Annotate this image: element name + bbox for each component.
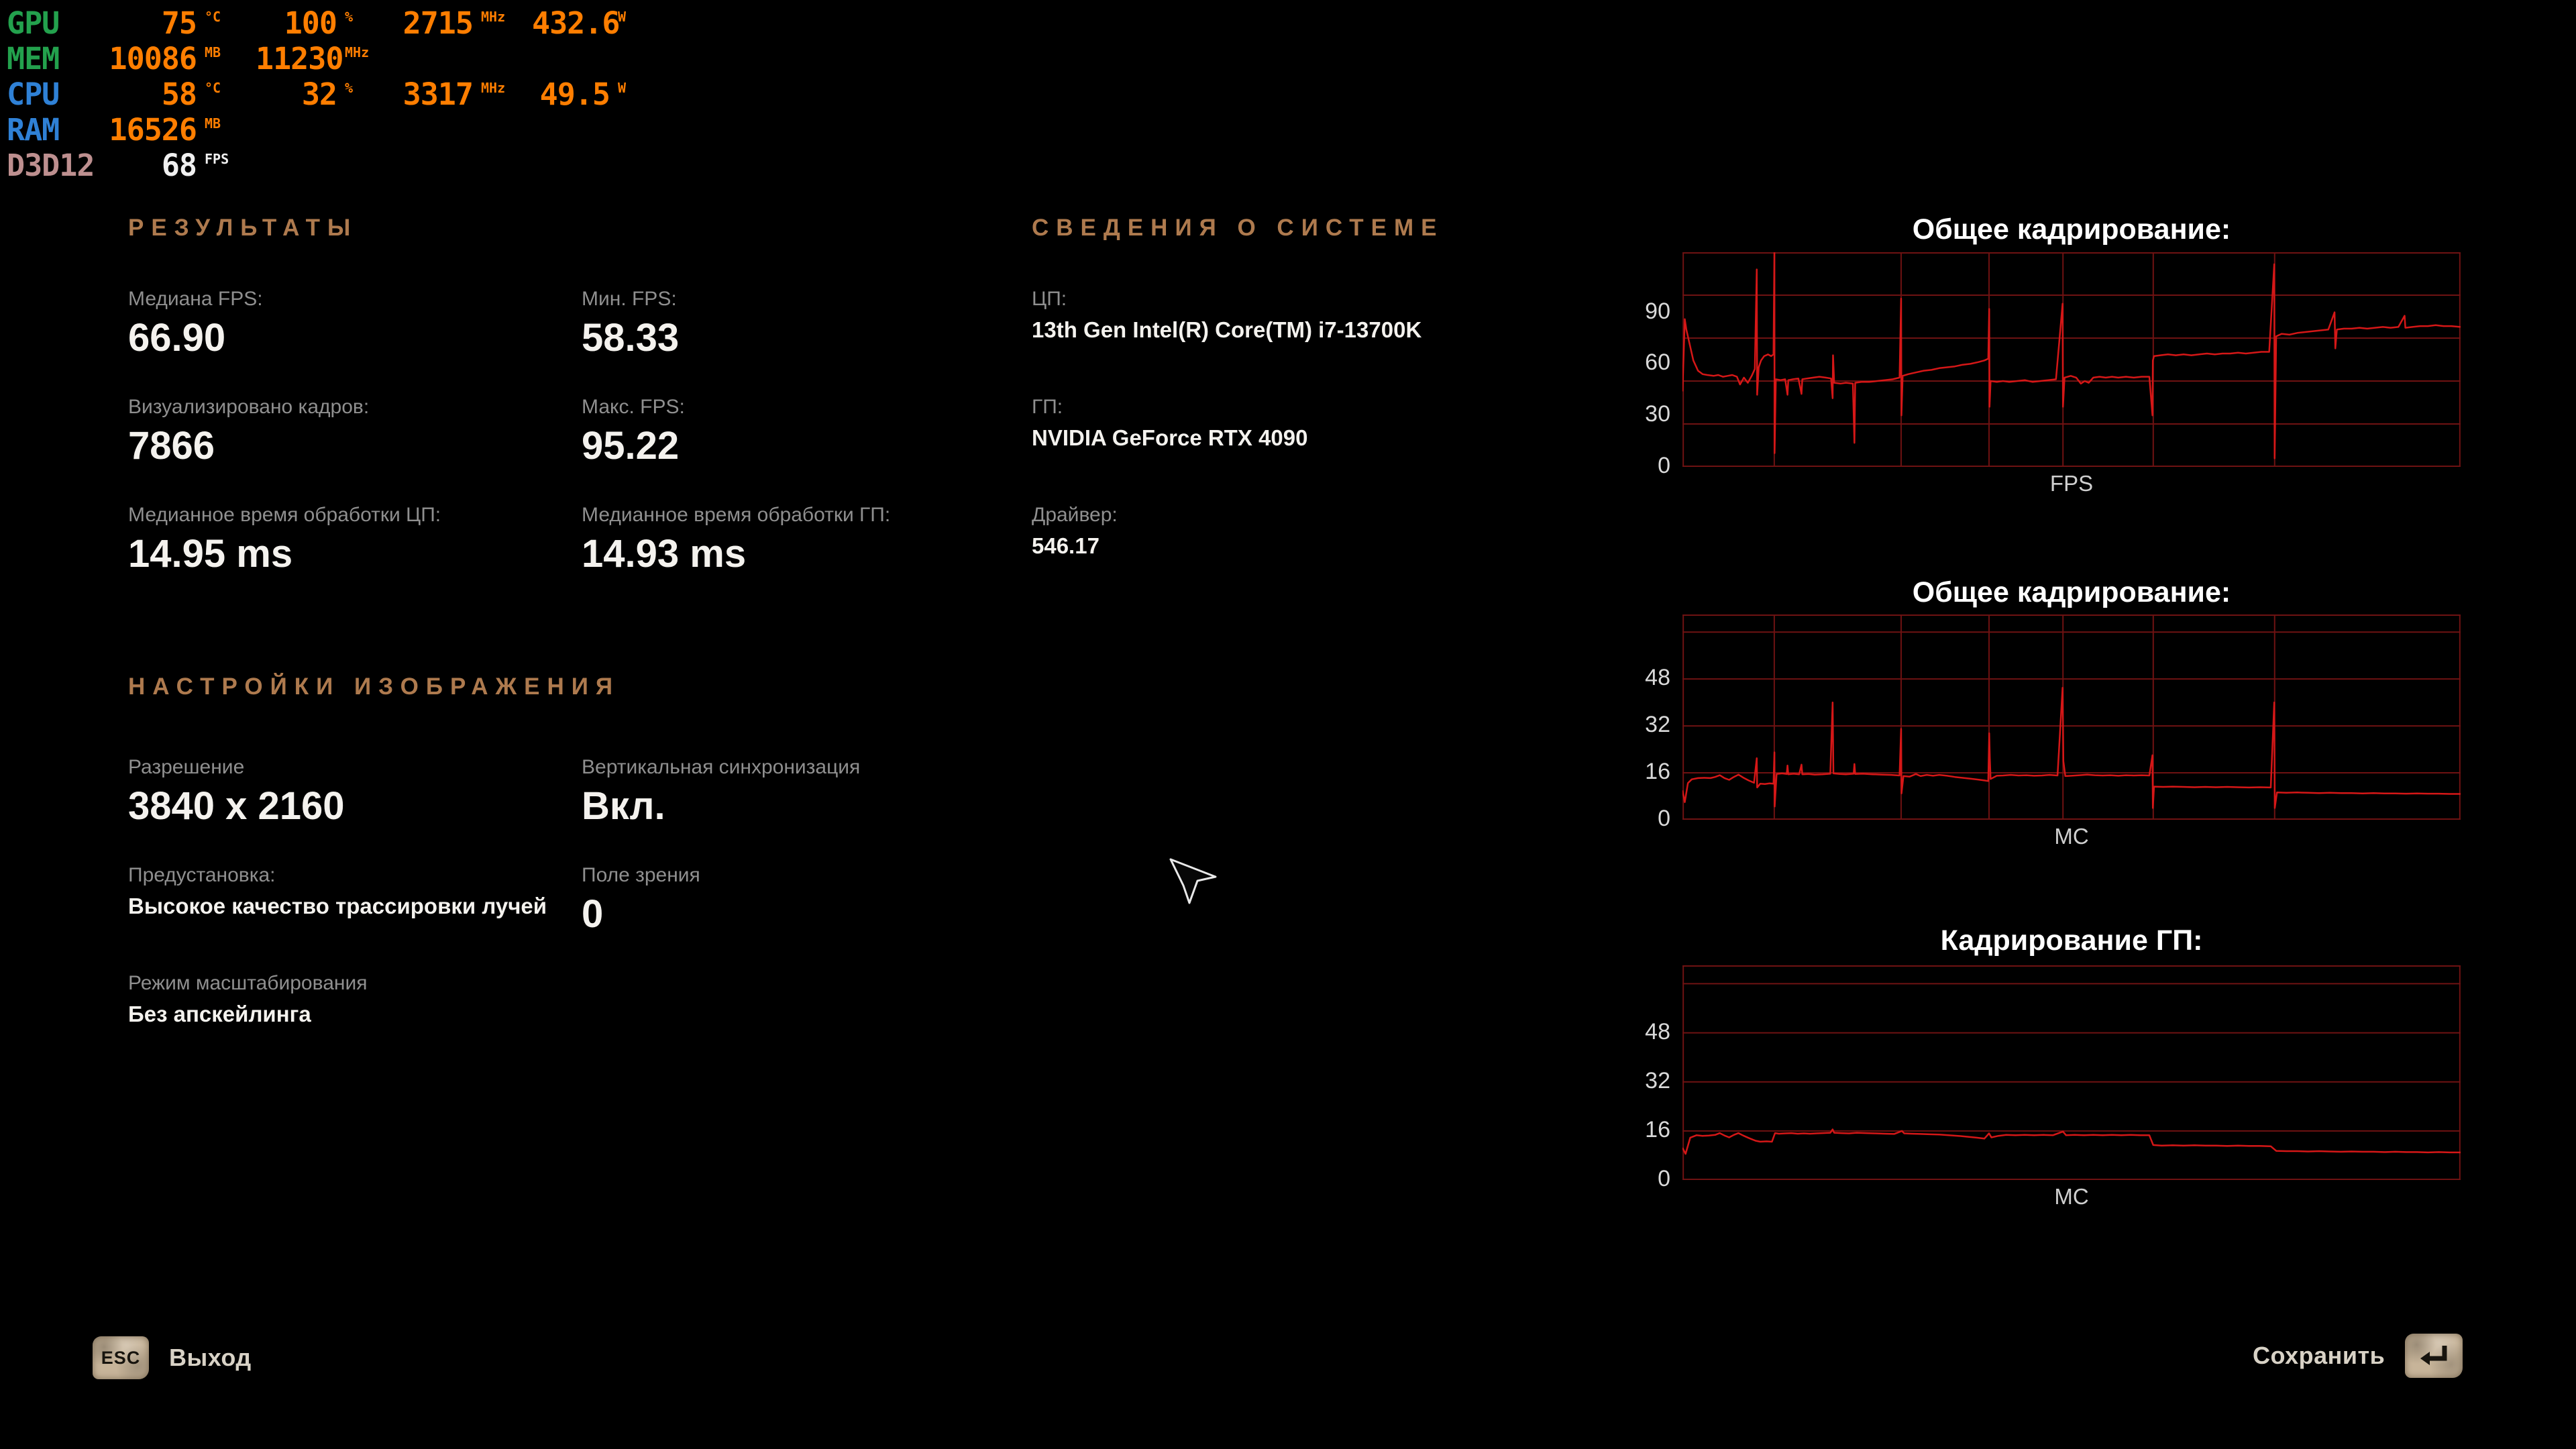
metric-value: Без апскейлинга [128, 1002, 311, 1026]
x-axis-label: МС [2054, 1184, 2089, 1209]
overlay-metric-label: CPU [7, 76, 60, 112]
metric [582, 288, 1035, 396]
overlay-metric-label: GPU [7, 5, 60, 41]
metric-label: ГП: [1032, 396, 1063, 418]
metric-label: Медианное время обработки ГП: [582, 504, 891, 526]
overlay-value [396, 148, 473, 183]
metric-value: NVIDIA GeForce RTX 4090 [1032, 425, 1308, 450]
overlay-value: 3317 [402, 76, 473, 112]
metric-label: Драйвер: [1032, 504, 1118, 526]
y-axis-tick-label: 16 [1645, 759, 1670, 785]
chart-title: Общее кадрирование: [1912, 213, 2231, 246]
overlay-value [256, 148, 337, 183]
metric-label: Вертикальная синхронизация [582, 756, 861, 778]
metric-value: 7866 [128, 424, 215, 468]
system-info-metrics [1032, 288, 1635, 612]
chart-plot [1682, 252, 2461, 467]
y-axis-tick-label: 30 [1645, 401, 1670, 427]
overlay-value [532, 112, 610, 148]
overlay-value: 11230 [256, 41, 343, 76]
overlay-metric-label: RAM [7, 112, 60, 148]
overlay-unit: °C [205, 9, 221, 25]
metric [128, 504, 582, 612]
y-axis-tick-label: 48 [1645, 1018, 1670, 1044]
overlay-value: 68 [161, 148, 197, 183]
metric-label: Поле зрения [582, 864, 700, 886]
overlay-unit: MB [205, 115, 221, 131]
metric-value: 58.33 [582, 316, 680, 360]
chart-plot [1682, 614, 2461, 820]
overlay-unit: MHz [481, 80, 506, 96]
overlay-row [7, 76, 650, 112]
metric [1032, 396, 1635, 504]
overlay-value: 16526 [109, 112, 197, 148]
y-axis-tick-label: 32 [1645, 712, 1670, 738]
overlay-unit [337, 142, 396, 177]
x-axis-label: МС [2054, 824, 2089, 849]
y-axis-tick-label: 32 [1645, 1067, 1670, 1093]
metric [128, 396, 582, 504]
overlay-value [256, 112, 337, 148]
overlay-value: 75 [161, 5, 197, 41]
overlay-unit: °C [205, 80, 221, 96]
metric [1032, 288, 1635, 396]
metric-label: Мин. FPS: [582, 288, 677, 310]
system-info-title: СВЕДЕНИЯ О СИСТЕМЕ [1032, 215, 1444, 241]
performance-overlay [7, 5, 650, 183]
metric-label: Режим масштабирования [128, 972, 368, 994]
overlay-unit: MHz [345, 44, 370, 60]
image-settings-metrics [128, 757, 1035, 1081]
metric-value: 14.95 ms [128, 532, 293, 576]
overlay-value: 32 [301, 76, 337, 112]
metric [1032, 504, 1635, 612]
overlay-unit [473, 106, 532, 142]
metric-value: 546.17 [1032, 533, 1099, 558]
x-axis-label: FPS [2049, 471, 2094, 496]
metric [128, 973, 582, 1081]
chart-plot [1682, 965, 2461, 1180]
y-axis-tick-label: 0 [1658, 806, 1670, 831]
metric-value: 3840 x 2160 [128, 784, 345, 828]
overlay-unit: MB [205, 44, 221, 60]
overlay-row [7, 112, 650, 148]
metric [128, 288, 582, 396]
overlay-value [532, 148, 610, 183]
overlay-metric-label: D3D12 [7, 148, 95, 183]
system-info-section [1032, 216, 1635, 612]
overlay-value [396, 112, 473, 148]
mouse-cursor [1169, 857, 1218, 908]
overlay-value: 49.5 [539, 76, 610, 112]
metric-label: Макс. FPS: [582, 396, 685, 418]
metric-value: 13th Gen Intel(R) Core(TM) i7-13700K [1032, 317, 1422, 342]
overlay-unit: W [618, 9, 627, 25]
overlay-unit: W [618, 80, 627, 96]
overlay-unit [610, 106, 650, 142]
overlay-value: 10086 [109, 41, 197, 76]
metric-label: Визуализировано кадров: [128, 396, 370, 418]
enter-key-icon [2405, 1334, 2463, 1378]
overlay-value: 58 [161, 76, 197, 112]
overlay-row [7, 148, 650, 183]
metric-label: Медиана FPS: [128, 288, 263, 310]
metric-label: Предустановка: [128, 864, 276, 886]
chart-title: Кадрирование ГП: [1940, 924, 2203, 957]
metric [128, 865, 582, 973]
metric [128, 757, 582, 865]
metric-value: Вкл. [582, 784, 665, 828]
metric-label: Разрешение [128, 756, 245, 778]
y-axis-tick-label: 90 [1645, 298, 1670, 324]
y-axis-tick-label: 48 [1645, 665, 1670, 691]
save-button[interactable] [2253, 1334, 2463, 1378]
overlay-value [532, 41, 610, 76]
metric [582, 865, 1035, 973]
metric [582, 757, 1035, 865]
esc-key-icon: ESC [93, 1336, 149, 1379]
y-axis-tick-label: 60 [1645, 350, 1670, 376]
metric-value: 95.22 [582, 424, 680, 468]
overlay-value [396, 41, 473, 76]
metric [582, 396, 1035, 504]
y-axis-tick-label: 0 [1658, 453, 1670, 478]
metric [582, 504, 1035, 612]
y-axis-tick-label: 0 [1658, 1166, 1670, 1191]
overlay-unit: FPS [205, 151, 229, 167]
y-axis-tick-label: 16 [1645, 1116, 1670, 1142]
overlay-row [7, 41, 650, 76]
metric-value: Высокое качество трассировки лучей [128, 894, 547, 918]
overlay-unit: % [345, 80, 354, 96]
metric-value: 14.93 ms [582, 532, 747, 576]
metric-label: ЦП: [1032, 288, 1067, 310]
overlay-unit [473, 142, 532, 177]
image-settings-section [128, 675, 1035, 1081]
overlay-unit [610, 142, 650, 177]
overlay-unit [473, 35, 532, 70]
exit-button[interactable] [93, 1336, 252, 1379]
chart-title: Общее кадрирование: [1912, 576, 2231, 608]
results-section [128, 216, 1035, 612]
enter-arrow-glyph [2419, 1344, 2449, 1368]
metric-value: 66.90 [128, 316, 226, 360]
exit-label: Выход [169, 1344, 252, 1371]
metric-value: 0 [582, 892, 604, 936]
overlay-unit: MHz [481, 9, 506, 25]
overlay-unit [610, 35, 650, 70]
overlay-metric-label: MEM [7, 41, 60, 76]
metric-label: Медианное время обработки ЦП: [128, 504, 441, 526]
image-settings-title: НАСТРОЙКИ ИЗОБРАЖЕНИЯ [128, 674, 621, 700]
overlay-value: 100 [284, 5, 337, 41]
results-metrics [128, 288, 1035, 612]
results-title: РЕЗУЛЬТАТЫ [128, 215, 358, 241]
overlay-row [7, 5, 650, 41]
overlay-value: 2715 [402, 5, 473, 41]
overlay-value: 432.6 [532, 5, 620, 41]
overlay-unit [337, 106, 396, 142]
save-label: Сохранить [2253, 1342, 2385, 1369]
overlay-unit: % [345, 9, 354, 25]
